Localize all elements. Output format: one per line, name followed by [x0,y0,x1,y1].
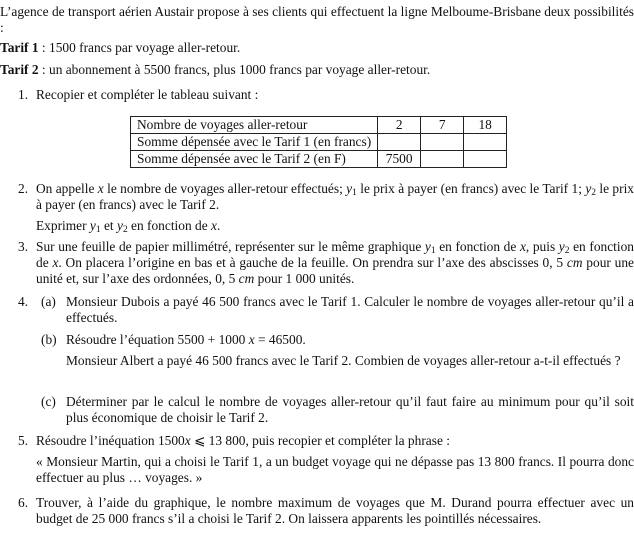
text: le nombre de voyages aller-retour effectués; [103,181,347,196]
q3-text [36,239,634,287]
tarif1-text: : 1500 francs par voyage aller-retour. [38,40,241,55]
text: le prix à payer (en francs) avec le Tarif 1; [356,181,586,196]
q2-express [36,218,634,234]
table-cell: 7 [421,117,464,134]
table-row [131,117,507,134]
table-cell [464,151,507,168]
q4b-label: (b) [41,332,57,347]
math-var: x [248,332,255,347]
math-var: x [519,239,526,254]
math-var: y [89,218,96,233]
tarif1-line [0,40,634,56]
subscript: 1 [95,225,101,235]
table-cell [378,134,421,151]
q6-number: 6. [18,495,29,510]
q1-number: 1. [18,87,29,102]
math-var: y [424,239,431,254]
table-cell: Somme dépensée avec le Tarif 2 (en F) [131,151,378,168]
text: Résoudre l’équation 5500 + 1000 [66,332,249,347]
intro-paragraph: L’agence de transport aérien Austair propose à ses clients qui effectuent la ligne Melboume-Brisbane deux possibilités : [0,4,634,35]
math-var: y [116,218,123,233]
tarif2-text: : un abonnement à 5500 francs, plus 1000 francs par voyage aller-retour. [38,62,431,77]
text: en fonction de [127,218,211,233]
text: = 46500. [254,332,306,347]
q4b-text2: Monsieur Albert a payé 46 500 francs avec le Tarif 2. Combien de voyages aller-retour a-t-il effectués ? [66,353,621,368]
tarif2-line [0,62,634,78]
math-unit: cm [238,271,255,286]
q5-number: 5. [18,433,29,448]
q4a-text: Monsieur Dubois a payé 46 500 francs avec le Tarif 1. Calculer le nombre de voyages aller-retour qu’il a effectués. [66,294,634,325]
text: Exprimer [36,218,90,233]
text: Sur une feuille de papier millimétré, représenter sur le même graphique [36,239,425,254]
table-cell: Nombre de voyages aller-retour [131,117,378,134]
math-var: x [52,255,59,270]
text: On appelle [36,181,98,196]
table-cell [421,151,464,168]
table-cell: 18 [464,117,507,134]
text: , puis [525,239,559,254]
q5-text [36,433,634,449]
math-var: y [585,181,592,196]
text: et [100,218,117,233]
subscript: 2 [591,188,597,198]
data-table [130,116,507,168]
table-cell: Somme dépensée avec le Tarif 1 (en francs) [131,134,378,151]
table-cell [421,134,464,151]
table-row [131,151,507,168]
text: en fonction de [36,239,634,270]
table-cell: 7500 [378,151,421,168]
text: pour 1 000 unités. [254,271,355,286]
table-row [131,134,507,151]
subscript: 2 [564,246,570,256]
q4b-text [66,332,634,348]
q4-number: 4. [18,294,29,309]
text: Résoudre l’inéquation 1500 [36,433,185,448]
q4a-label: (a) [41,294,56,309]
math-var: x [210,218,217,233]
q3-number: 3. [18,239,29,254]
math-unit: cm [566,255,583,270]
math-var: x [184,433,191,448]
q2-number: 2. [18,181,29,196]
q4c-label: (c) [41,394,56,409]
text: . [216,218,221,233]
q6-text: Trouver, à l’aide du graphique, le nombre maximum de voyages que M. Durand pourra effectuer avec un budget de 25 000 francs s’il a choisi le Tarif 2. On laissera apparents les pointillés nécessaires. [36,495,634,526]
text: pour une unité et, sur l’axe des ordonnées, 0, 5 [36,255,634,286]
table-cell: 2 [378,117,421,134]
text: en fonction de [435,239,520,254]
tarif1-label: Tarif 1 [0,40,39,55]
table-cell [464,134,507,151]
text: le prix à payer (en francs) avec le Tarif 2. [36,181,634,212]
text: ⩽ 13 800, puis recopier et compléter la phrase : [190,433,450,448]
q2-text [36,181,634,213]
q1-text: Recopier et compléter le tableau suivant : [36,87,259,102]
subscript: 2 [122,225,128,235]
q4c-text: Déterminer par le calcul le nombre de voyages aller-retour qu’il faut faire au minimum pour qu’il soit plus économique de choisir le Tarif 2. [66,394,634,425]
subscript: 1 [352,188,357,198]
q5-quote: « Monsieur Martin, qui a choisi le Tarif 1, a un budget voyage qui ne dépasse pas 13 800 francs. Il pourra donc effectuer au plus … voyages. » [36,454,634,485]
tarif2-label: Tarif 2 [0,62,39,77]
math-var: y [346,181,353,196]
text: . On placera l’origine en bas et à gauche de la feuille. On prendra sur l’axe des abscisses 0, 5 [58,255,567,270]
math-var: x [97,181,104,196]
subscript: 1 [430,246,436,256]
math-var: y [558,239,565,254]
